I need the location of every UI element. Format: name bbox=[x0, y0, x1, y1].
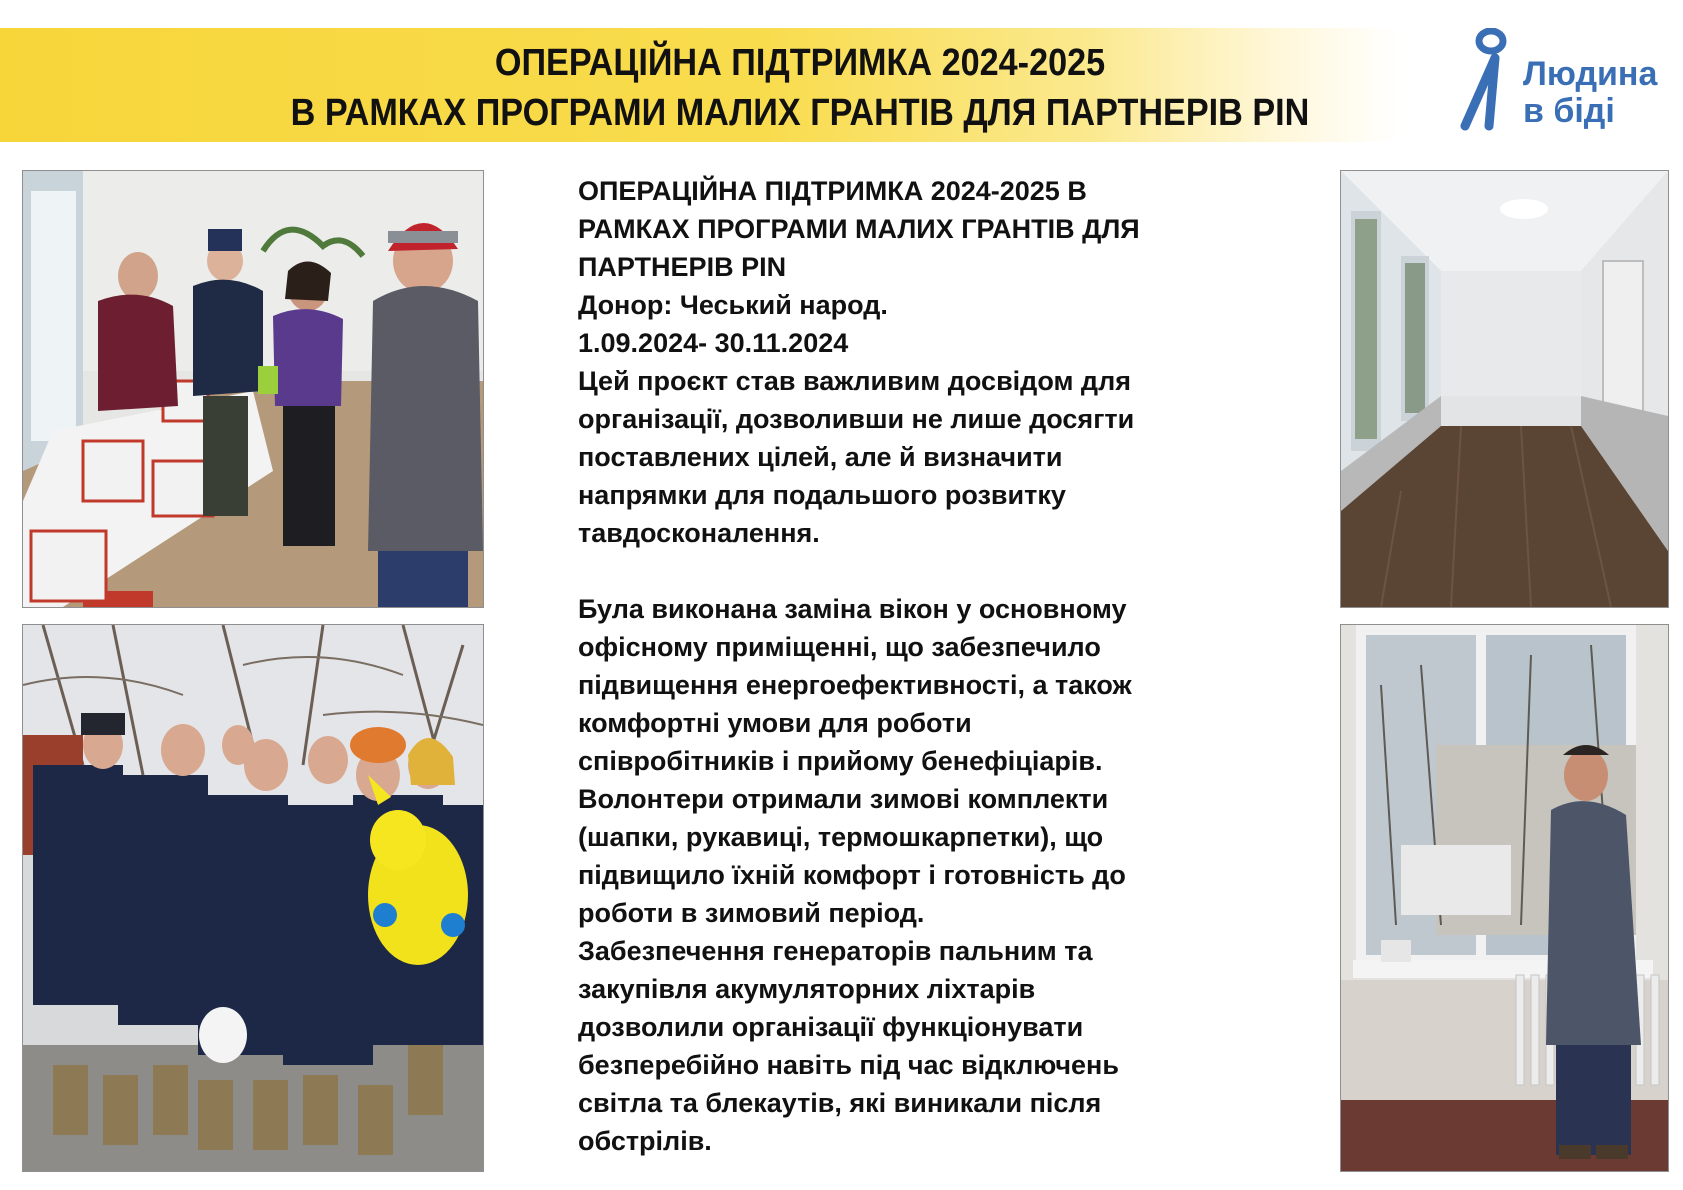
intro-line-4: напрямки для подальшого розвитку bbox=[578, 480, 1066, 510]
logo-text bbox=[1523, 56, 1657, 130]
generators-line-3: дозволили організації функціонувати bbox=[578, 1012, 1084, 1042]
photo-volunteers-with-lanterns bbox=[22, 170, 484, 608]
intro-line-2: організації, дозволивши не лише досягти bbox=[578, 404, 1135, 434]
heading-line-3: ПАРТНЕРІВ PIN bbox=[578, 252, 787, 282]
photo-renovated-corridor bbox=[1340, 170, 1669, 608]
generators-line-4: безперебійно навіть під час відключень bbox=[578, 1050, 1119, 1080]
generators-line-1: Забезпечення генераторів пальним та bbox=[578, 936, 1093, 966]
windows-line-2: офісному приміщенні, що забезпечило bbox=[578, 632, 1101, 662]
windows-line-3: підвищення енергоефективності, а також bbox=[578, 670, 1132, 700]
paragraph-gap bbox=[578, 552, 1218, 590]
logo-line-2: в біді bbox=[1523, 92, 1615, 130]
winter-kits-line-1: Волонтери отримали зимові комплекти bbox=[578, 784, 1109, 814]
intro-line-5: тавдосконалення. bbox=[578, 518, 820, 548]
people-in-need-logo bbox=[1455, 28, 1680, 132]
project-dates: 1.09.2024- 30.11.2024 bbox=[578, 328, 849, 358]
generators-line-5: світла та блекаутів, які виникали після bbox=[578, 1088, 1102, 1118]
project-description bbox=[578, 172, 1218, 1160]
photo-new-windows bbox=[1340, 624, 1669, 1172]
intro-line-3: поставлених цілей, але й визначити bbox=[578, 442, 1063, 472]
heading-line-2: РАМКАХ ПРОГРАМИ МАЛИХ ГРАНТІВ ДЛЯ bbox=[578, 214, 1140, 244]
photo-volunteers-winter-kits bbox=[22, 624, 484, 1172]
winter-kits-line-2: (шапки, рукавиці, термошкарпетки), що bbox=[578, 822, 1104, 852]
windows-line-4: комфортні умови для роботи bbox=[578, 708, 972, 738]
heading-line-1: ОПЕРАЦІЙНА ПІДТРИМКА 2024-2025 В bbox=[578, 176, 1087, 206]
donor-line: Донор: Чеський народ. bbox=[578, 290, 888, 320]
logo-line-1: Людина bbox=[1523, 55, 1658, 93]
windows-line-1: Була виконана заміна вікон у основному bbox=[578, 594, 1127, 624]
winter-kits-line-3: підвищило їхній комфорт і готовність до bbox=[578, 860, 1126, 890]
page-title-line-2: В РАМКАХ ПРОГРАМИ МАЛИХ ГРАНТІВ ДЛЯ ПАРТНЕРІВ PIN bbox=[290, 92, 1310, 134]
page-title bbox=[80, 38, 1520, 138]
windows-line-5: співробітників і прийому бенефіціарів. bbox=[578, 746, 1103, 776]
generators-line-6: обстрілів. bbox=[578, 1126, 712, 1156]
logo-figure-icon bbox=[1455, 28, 1515, 132]
generators-line-2: закупівля акумуляторних ліхтарів bbox=[578, 974, 1036, 1004]
winter-kits-line-4: роботи в зимовий період. bbox=[578, 898, 925, 928]
page-title-line-1: ОПЕРАЦІЙНА ПІДТРИМКА 2024-2025 bbox=[494, 42, 1106, 84]
intro-line-1: Цей проєкт став важливим досвідом для bbox=[578, 366, 1131, 396]
